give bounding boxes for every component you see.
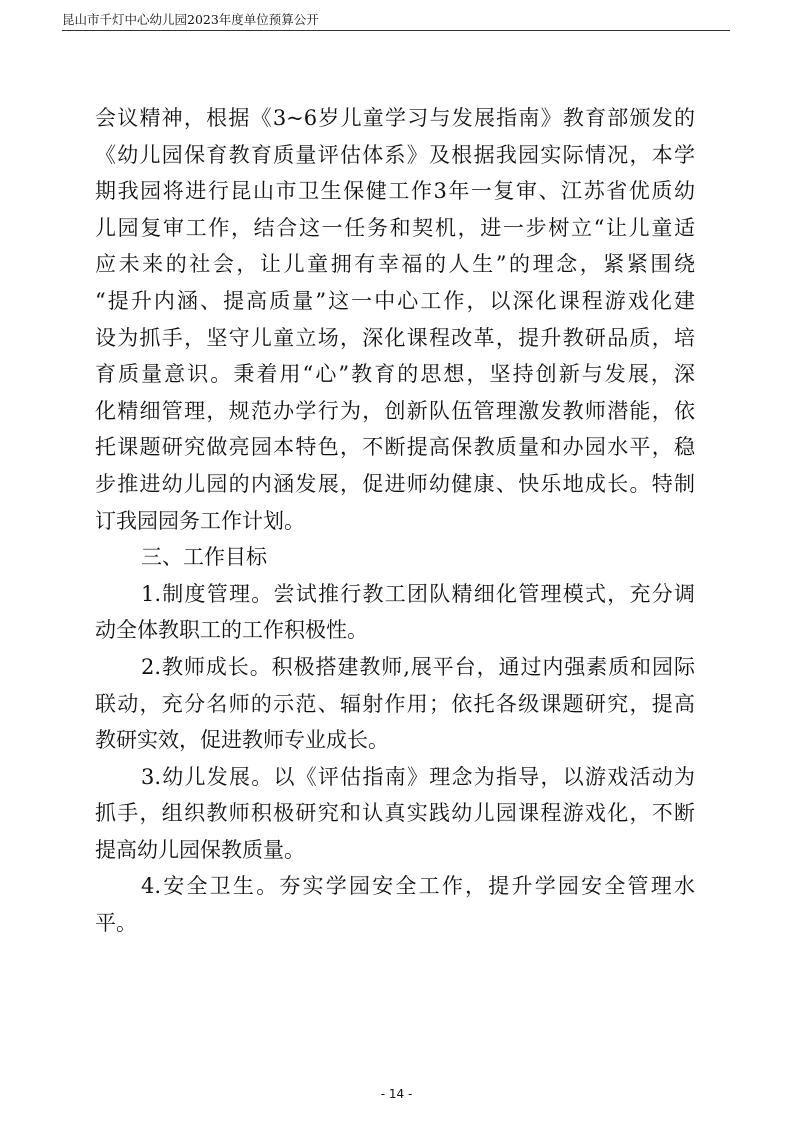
text-line: 联动，充分名师的示范、辐射作用；依托各级课题研究，提高 [95,691,695,716]
text-line: 《幼儿园保育教育质量评估体系》及根据我园实际情况，本学 [95,142,695,167]
text-line: 抓手，组织教师积极研究和认真实践幼儿园课程游戏化，不断 [95,801,695,826]
text-line: 会议精神，根据《3~6岁儿童学习与发展指南》教育部颁发的 [95,106,695,130]
text-line: 育质量意识。秉着用“心”教育的思想，坚持创新与发展，深 [95,362,695,387]
text-line: 托课题研究做亮园本特色，不断提高保教质量和办园水平，稳 [95,435,695,460]
text-line: 订我园园务工作计划。 [95,508,305,533]
text-line: 2.教师成长。积极搭建教师,展平台，通过内强素质和园际 [141,654,695,679]
text-line: 动全体教职工的工作积极性。 [95,618,368,643]
section-heading: 三、工作目标 [141,545,267,570]
text-line: 教研实效，促进教师专业成长。 [95,728,389,753]
text-line: 4.安全卫生。夯实学园安全工作，提升学园安全管理水 [141,874,695,899]
text-line: 提高幼儿园保教质量。 [95,837,305,862]
text-line: 平。 [95,911,137,936]
text-line: 化精细管理，规范办学行为，创新队伍管理激发教师潜能，依 [95,398,695,423]
text-line: 3.幼儿发展。以《评估指南》理念为指导，以游戏活动为 [141,764,695,789]
document-body [95,100,695,942]
text-line: 儿园复审工作，结合这一任务和契机，进一步树立“让儿童适 [95,215,695,240]
text-line: 步推进幼儿园的内涵发展，促进师幼健康、快乐地成长。特制 [95,471,695,496]
text-line: 期我园将进行昆山市卫生保健工作3年一复审、江苏省优质幼 [95,179,695,204]
text-line: 设为抓手，坚守儿童立场，深化课程改革，提升教研品质，培 [95,325,695,350]
page-number: - 14 - [380,1087,413,1101]
page-header [62,10,730,31]
header-title: 昆山市千灯中心幼儿园2023年度单位预算公开 [62,12,319,27]
text-line: 1.制度管理。尝试推行教工团队精细化管理模式，充分调 [141,581,695,606]
text-line: “提升内涵、提高质量”这一中心工作，以深化课程游戏化建 [95,288,695,313]
text-line: 应未来的社会，让儿童拥有幸福的人生”的理念，紧紧围绕 [95,252,695,277]
